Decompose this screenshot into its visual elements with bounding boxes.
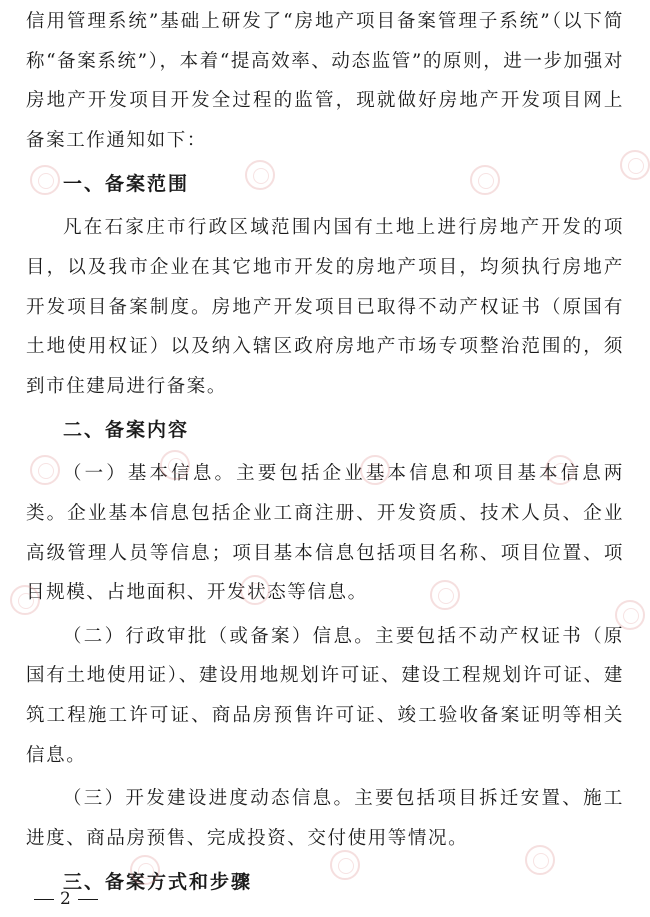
heading-filing-method: 三、备案方式和步骤 (63, 871, 253, 894)
heading-filing-scope: 一、备案范围 (63, 173, 190, 196)
page-number (28, 888, 104, 910)
paragraph-approval-info: （二）行政审批（或备案）信息。主要包括不动产权证书（原国有土地使用证）、建设用地规划许可证、建设工程规划许可证、建筑工程施工许可证、商品房预售许可证、竣工验收备案证明等相关信息。 (26, 625, 624, 766)
paragraph-intro: 信用管理系统”基础上研发了“房地产项目备案管理子系统”（以下简称“备案系统”），本着“提高效率、动态监管”的原则，进一步加强对房地产开发项目开发全过程的监管，现就做好房地产开发项目网上备案工作通知如下： (26, 11, 624, 151)
paragraph-progress-info: （三）开发建设进度动态信息。主要包括项目拆迁安置、施工进度、商品房预售、完成投资、交付使用等情况。 (26, 788, 624, 849)
heading-filing-content: 二、备案内容 (63, 419, 190, 442)
paragraph-filing-scope: 凡在石家庄市行政区域范围内国有土地上进行房地产开发的项目，以及我市企业在其它地市开发的房地产项目，均须执行房地产开发项目备案制度。房地产开发项目已取得不动产权证书（原国有土地使用权证）以及纳入辖区政府房地产市场专项整治范围的，须到市住建局进行备案。 (26, 217, 624, 397)
dash-left (34, 899, 54, 900)
dash-right (78, 899, 98, 900)
page-number-value: 2 (60, 889, 72, 909)
paragraph-basic-info: （一）基本信息。主要包括企业基本信息和项目基本信息两类。企业基本信息包括企业工商注册、开发资质、技术人员、企业高级管理人员等信息；项目基本信息包括项目名称、项目位置、项目规模、占地面积、开发状态等信息。 (26, 463, 624, 604)
